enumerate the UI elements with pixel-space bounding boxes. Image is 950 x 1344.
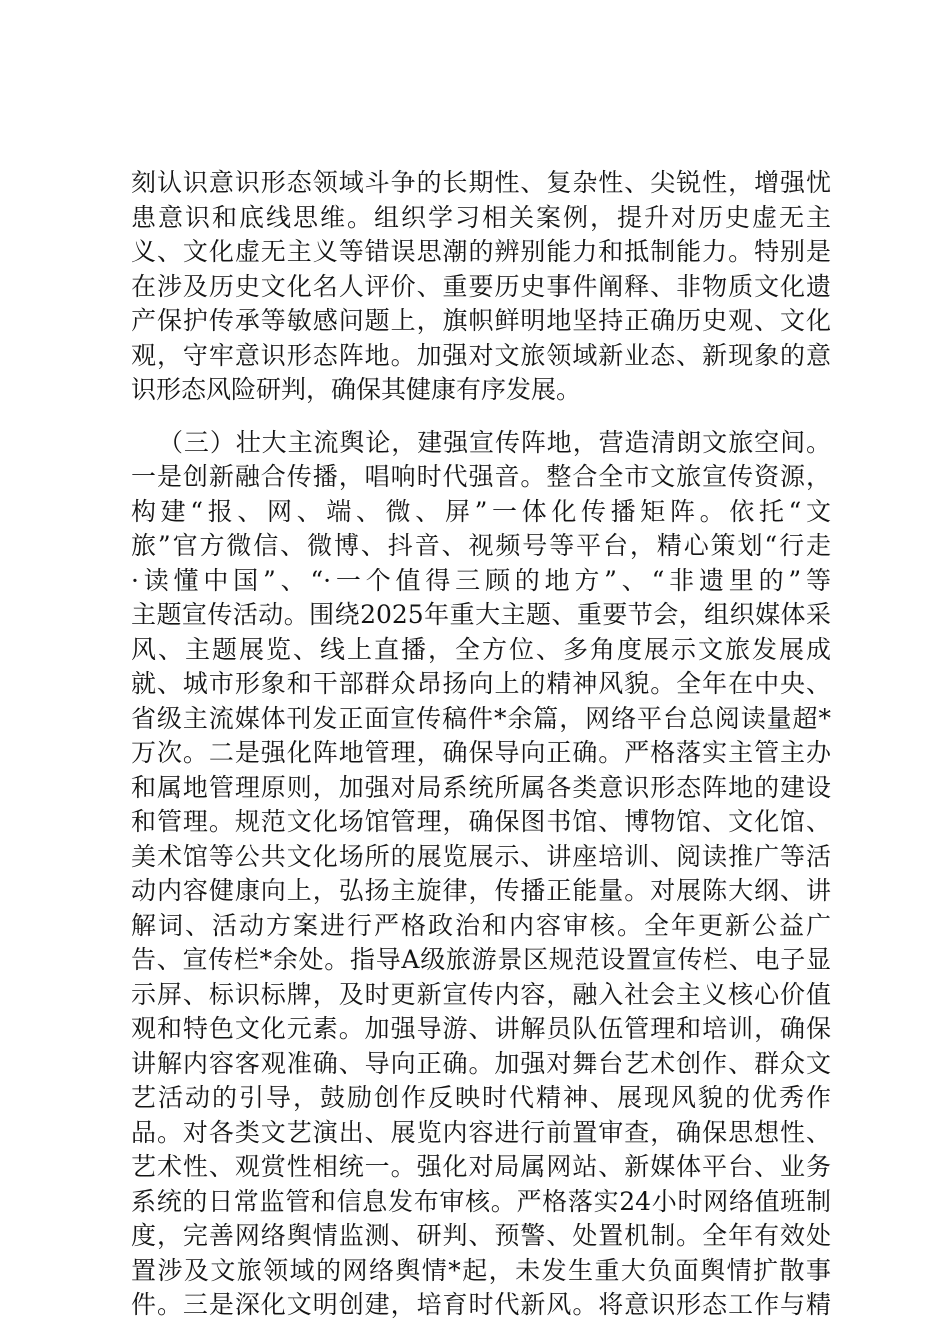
text-line: 观和特色文化元素。加强导游、讲解员队伍管理和培训，确保 [131, 1014, 831, 1043]
text-line: 讲解内容客观准确、导向正确。加强对舞台艺术创作、群众文 [131, 1049, 831, 1078]
text-line: 解词、活动方案进行严格政治和内容审核。全年更新公益广 [131, 911, 831, 940]
text-line: 艺术性、观赏性相统一。强化对局属网站、新媒体平台、业务 [131, 1152, 831, 1181]
text-line: 和管理。规范文化场馆管理，确保图书馆、博物馆、文化馆、 [131, 807, 831, 836]
text-line: 一是创新融合传播，唱响时代强音。整合全市文旅宣传资源， [131, 462, 831, 491]
text-line: 就、城市形象和干部群众昂扬向上的精神风貌。全年在中央、 [131, 669, 831, 698]
text-line: 主题宣传活动。围绕2025年重大主题、重要节会，组织媒体采 [131, 600, 831, 629]
text-line: 构建“报、网、端、微、屏”一体化传播矩阵。依托“文 [131, 497, 831, 526]
text-line: 美术馆等公共文化场所的展览展示、讲座培训、阅读推广等活 [131, 842, 831, 871]
text-line: 和属地管理原则，加强对局系统所属各类意识形态阵地的建设 [131, 773, 831, 802]
text-line: 告、宣传栏*余处。指导A级旅游景区规范设置宣传栏、电子显 [131, 945, 831, 974]
text-line: 识形态风险研判，确保其健康有序发展。 [131, 375, 582, 404]
section-heading-line: （三）壮大主流舆论，建强宣传阵地，营造清朗文旅空间。 [158, 428, 831, 457]
text-line: 置涉及文旅领域的网络舆情*起，未发生重大负面舆情扩散事 [131, 1256, 831, 1285]
text-line: 刻认识意识形态领域斗争的长期性、复杂性、尖锐性，增强忧 [131, 168, 831, 197]
text-line: ·读懂中国”、“·一个值得三顾的地方”、“非遗里的”等 [131, 566, 831, 595]
text-line: 观，守牢意识形态阵地。加强对文旅领域新业态、新现象的意 [131, 341, 831, 370]
text-line: 品。对各类文艺演出、展览内容进行前置审查，确保思想性、 [131, 1118, 831, 1147]
text-line: 万次。二是强化阵地管理，确保导向正确。严格落实主管主办 [131, 738, 831, 767]
text-line: 义、文化虚无主义等错误思潮的辨别能力和抵制能力。特别是 [131, 237, 831, 266]
text-line: 产保护传承等敏感问题上，旗帜鲜明地坚持正确历史观、文化 [131, 306, 831, 335]
text-line: 旅”官方微信、微博、抖音、视频号等平台，精心策划“行走 [131, 531, 831, 560]
text-line: 患意识和底线思维。组织学习相关案例，提升对历史虚无主 [131, 203, 831, 232]
text-line: 度，完善网络舆情监测、研判、预警、处置机制。全年有效处 [131, 1221, 831, 1250]
text-line: 系统的日常监管和信息发布审核。严格落实24小时网络值班制 [131, 1187, 831, 1216]
text-line: 件。三是深化文明创建，培育时代新风。将意识形态工作与精 [131, 1290, 831, 1319]
text-line: 示屏、标识标牌，及时更新宣传内容，融入社会主义核心价值 [131, 980, 831, 1009]
text-line: 艺活动的引导，鼓励创作反映时代精神、展现风貌的优秀作 [131, 1083, 831, 1112]
text-line: 风、主题展览、线上直播，全方位、多角度展示文旅发展成 [131, 635, 831, 664]
text-line: 动内容健康向上，弘扬主旋律，传播正能量。对展陈大纲、讲 [131, 876, 831, 905]
text-line: 在涉及历史文化名人评价、重要历史事件阐释、非物质文化遗 [131, 272, 831, 301]
text-line: 省级主流媒体刊发正面宣传稿件*余篇，网络平台总阅读量超* [131, 704, 831, 733]
